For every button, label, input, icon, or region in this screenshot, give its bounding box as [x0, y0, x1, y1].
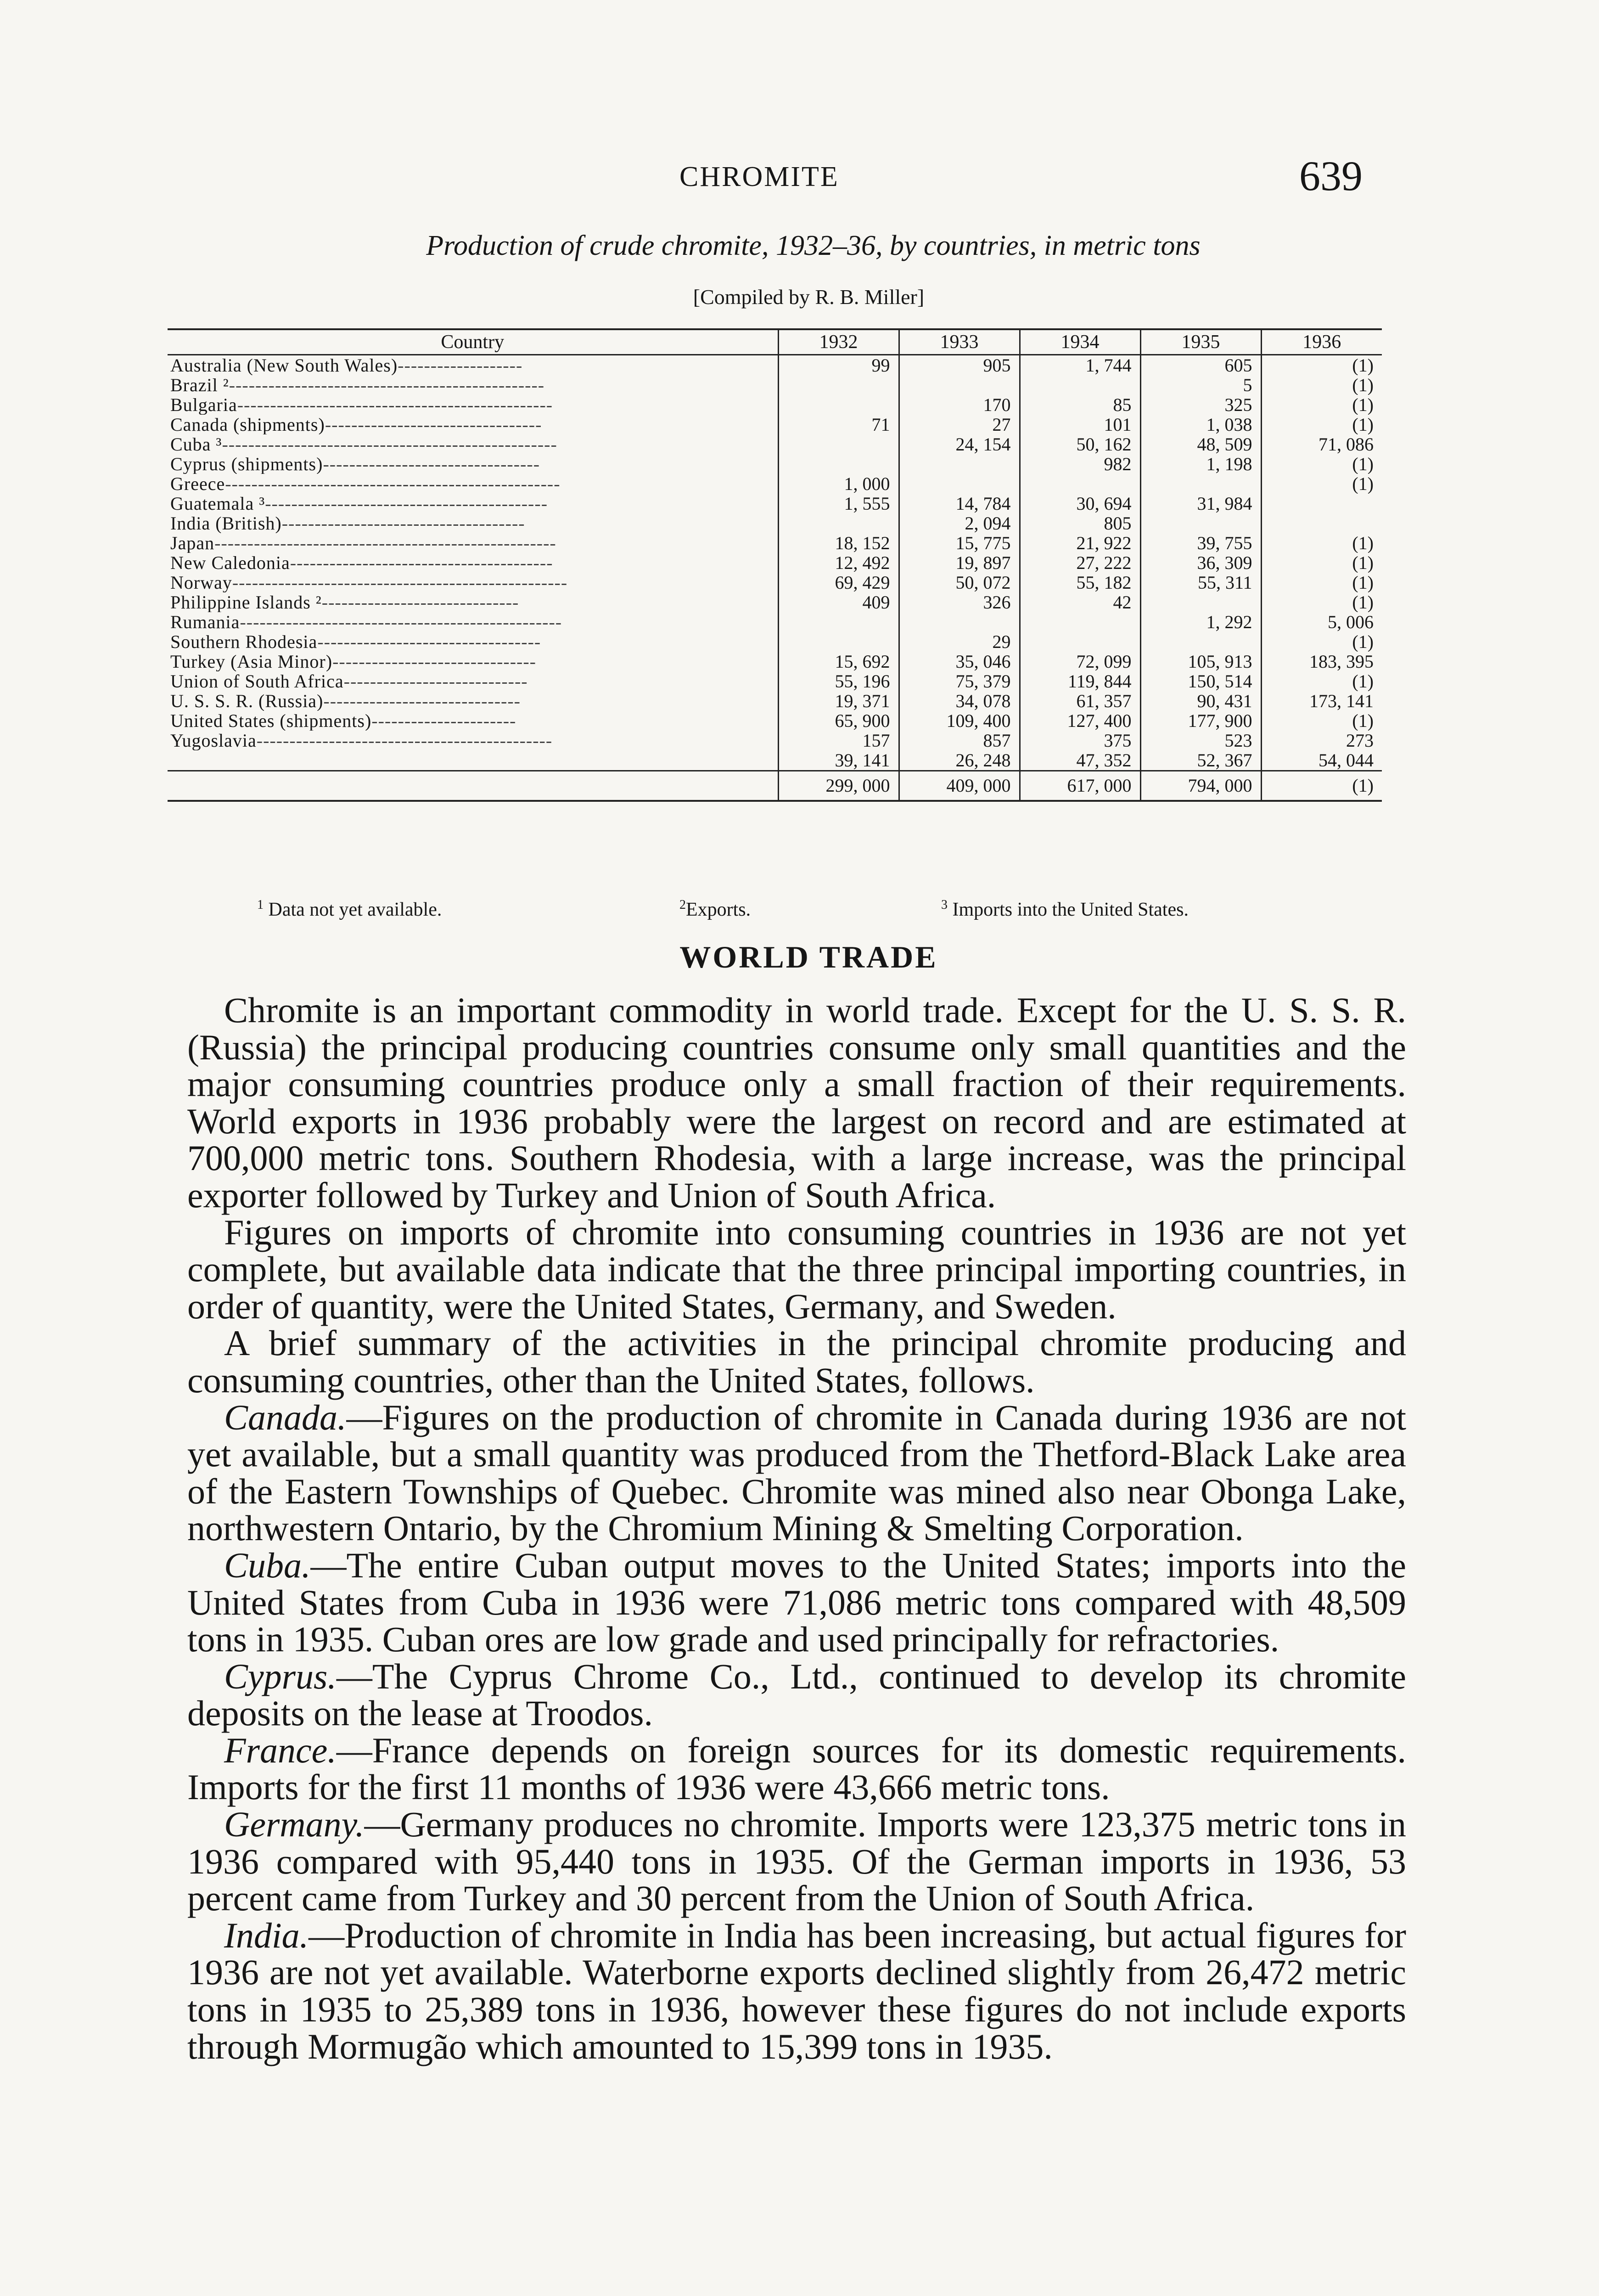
- value-cell: 39, 755: [1140, 533, 1261, 553]
- value-cell: 71: [778, 415, 899, 434]
- table-row: [168, 395, 1382, 415]
- value-cell: 127, 400: [1020, 711, 1140, 731]
- table-body: [168, 355, 1382, 801]
- table-row: [168, 711, 1382, 731]
- value-cell: 72, 099: [1020, 652, 1140, 671]
- country-name: Turkey (Asia Minor): [170, 652, 333, 671]
- value-cell: [1140, 632, 1261, 652]
- column-header-year: 1932: [778, 329, 899, 355]
- dot-leader: ---------------------------------------------------: [222, 434, 557, 454]
- value-cell: [1020, 632, 1140, 652]
- value-cell: 326: [899, 592, 1020, 612]
- country-name: Union of South Africa: [170, 671, 344, 691]
- country-name: Cyprus (shipments): [170, 454, 323, 474]
- value-cell: 31, 984: [1140, 494, 1261, 513]
- table-row: [168, 573, 1382, 592]
- production-table: [168, 328, 1382, 802]
- paragraph-text: —The entire Cuban output moves to the United States; imports into the United States from Cuba in 1936 were 71,086 metric tons compared with 48,509 tons in 1935. Cuban ores are low grade and used principally for refractories.: [187, 1545, 1406, 1660]
- value-cell: (1): [1261, 592, 1382, 612]
- total-value-cell: 794, 000: [1140, 771, 1261, 801]
- country-cell: [168, 474, 778, 494]
- value-cell: [1261, 494, 1382, 513]
- value-cell: 5: [1140, 375, 1261, 395]
- country-name: Greece: [170, 474, 225, 494]
- paragraph: [187, 1325, 1406, 1399]
- column-header-year: 1935: [1140, 329, 1261, 355]
- paragraph-lead: Germany.: [224, 1804, 365, 1845]
- value-cell: 55, 311: [1140, 573, 1261, 592]
- country-cell: [168, 750, 778, 771]
- value-cell: 183, 395: [1261, 652, 1382, 671]
- value-cell: 29: [899, 632, 1020, 652]
- paragraph-text: —France depends on foreign sources for its domestic requirements. Imports for the first 11 months of 1936 were 43,666 metric tons.: [187, 1730, 1406, 1807]
- country-name: Canada (shipments): [170, 415, 325, 434]
- value-cell: [778, 632, 899, 652]
- value-cell: 65, 900: [778, 711, 899, 731]
- value-cell: (1): [1261, 454, 1382, 474]
- paragraph-text: —Figures on the production of chromite in Canada during 1936 are not yet available, but a small quantity was produced from the Thetford-Black Lake area of the Eastern Townships of Quebec. Chromite was mined also near Obonga Lake, northwestern Ontario, by the Chromium Mining & Smelting Corporation.: [187, 1397, 1406, 1548]
- value-cell: 1, 000: [778, 474, 899, 494]
- country-name: Norway: [170, 573, 232, 592]
- paragraph-text: A brief summary of the activities in the principal chromite producing and consuming countries, other than the United States, follows.: [187, 1323, 1406, 1400]
- value-cell: [1261, 513, 1382, 533]
- paragraph: [187, 1658, 1406, 1732]
- dot-leader: -------------------------------------------: [265, 494, 548, 513]
- value-cell: [1140, 474, 1261, 494]
- country-cell: [168, 513, 778, 533]
- table-row: [168, 592, 1382, 612]
- dot-leader: ---------------------------------: [325, 415, 542, 434]
- paragraph-lead: Cyprus.: [224, 1656, 337, 1696]
- value-cell: 273: [1261, 731, 1382, 750]
- value-cell: (1): [1261, 355, 1382, 376]
- total-value-cell: (1): [1261, 771, 1382, 801]
- value-cell: 47, 352: [1020, 750, 1140, 771]
- footnote-1: $^1$ Data not yet available.: [257, 898, 442, 920]
- value-cell: 50, 162: [1020, 434, 1140, 454]
- footnote-2: $^2$Exports.: [679, 898, 751, 920]
- dot-leader: -------------------------------------------------: [240, 612, 562, 632]
- value-cell: 170: [899, 395, 1020, 415]
- value-cell: 605: [1140, 355, 1261, 376]
- column-header-year: 1933: [899, 329, 1020, 355]
- value-cell: 119, 844: [1020, 671, 1140, 691]
- value-cell: 21, 922: [1020, 533, 1140, 553]
- table-row: [168, 494, 1382, 513]
- value-cell: 42: [1020, 592, 1140, 612]
- value-cell: 61, 357: [1020, 691, 1140, 711]
- dot-leader: ----------------------------------------------------: [214, 533, 556, 553]
- value-cell: 90, 431: [1140, 691, 1261, 711]
- dot-leader: ---------------------------------: [323, 454, 540, 474]
- column-header-year: 1936: [1261, 329, 1382, 355]
- value-cell: 85: [1020, 395, 1140, 415]
- paragraph: [187, 992, 1406, 1214]
- value-cell: (1): [1261, 711, 1382, 731]
- country-cell: [168, 395, 778, 415]
- table-row: [168, 415, 1382, 434]
- value-cell: [1140, 513, 1261, 533]
- total-label-cell: [168, 771, 778, 801]
- value-cell: 24, 154: [899, 434, 1020, 454]
- value-cell: [899, 612, 1020, 632]
- paragraph: [187, 1732, 1406, 1806]
- dot-leader: ---------------------------------------------------: [225, 474, 561, 494]
- value-cell: [899, 474, 1020, 494]
- value-cell: 5, 006: [1261, 612, 1382, 632]
- value-cell: 1, 292: [1140, 612, 1261, 632]
- value-cell: 375: [1020, 731, 1140, 750]
- value-cell: 52, 367: [1140, 750, 1261, 771]
- value-cell: 15, 775: [899, 533, 1020, 553]
- value-cell: (1): [1261, 671, 1382, 691]
- table-row: [168, 652, 1382, 671]
- table-row: [168, 731, 1382, 750]
- paragraph-lead: Canada.: [224, 1397, 347, 1437]
- value-cell: 34, 078: [899, 691, 1020, 711]
- value-cell: 55, 196: [778, 671, 899, 691]
- value-cell: 805: [1020, 513, 1140, 533]
- value-cell: 325: [1140, 395, 1261, 415]
- dot-leader: ----------------------------------: [317, 632, 541, 652]
- value-cell: [778, 375, 899, 395]
- value-cell: 1, 744: [1020, 355, 1140, 376]
- section-heading: WORLD TRADE: [679, 940, 938, 974]
- country-cell: [168, 711, 778, 731]
- country-name: Japan: [170, 533, 215, 553]
- paragraph: [187, 1917, 1406, 2065]
- value-cell: 19, 897: [899, 553, 1020, 573]
- value-cell: 101: [1020, 415, 1140, 434]
- country-cell: [168, 691, 778, 711]
- table-row: [168, 632, 1382, 652]
- country-name: Cuba ³: [170, 434, 222, 454]
- dot-leader: ---------------------------------------------: [256, 731, 553, 750]
- value-cell: 105, 913: [1140, 652, 1261, 671]
- value-cell: 905: [899, 355, 1020, 376]
- value-cell: [899, 454, 1020, 474]
- table-header-row: [168, 329, 1382, 355]
- value-cell: [778, 434, 899, 454]
- country-cell: [168, 434, 778, 454]
- paragraph: [187, 1547, 1406, 1658]
- total-value-cell: 617, 000: [1020, 771, 1140, 801]
- value-cell: 12, 492: [778, 553, 899, 573]
- value-cell: 109, 400: [899, 711, 1020, 731]
- country-cell: [168, 731, 778, 750]
- value-cell: 523: [1140, 731, 1261, 750]
- page-number: 639: [1299, 152, 1363, 199]
- table-row: [168, 691, 1382, 711]
- country-cell: [168, 652, 778, 671]
- value-cell: 18, 152: [778, 533, 899, 553]
- dot-leader: -------------------: [398, 355, 523, 375]
- country-cell: [168, 454, 778, 474]
- value-cell: 35, 046: [899, 652, 1020, 671]
- value-cell: (1): [1261, 474, 1382, 494]
- value-cell: 39, 141: [778, 750, 899, 771]
- value-cell: 1, 555: [778, 494, 899, 513]
- country-name: Bulgaria: [170, 395, 237, 415]
- table-row: [168, 474, 1382, 494]
- value-cell: [778, 513, 899, 533]
- country-name: Rumania: [170, 612, 240, 632]
- table-title: Production of crude chromite, 1932–36, by countries, in metric tons: [426, 230, 1201, 261]
- table-total-row: [168, 771, 1382, 801]
- value-cell: 173, 141: [1261, 691, 1382, 711]
- value-cell: 982: [1020, 454, 1140, 474]
- value-cell: [778, 454, 899, 474]
- country-cell: [168, 494, 778, 513]
- country-name: India (British): [170, 513, 282, 533]
- country-name: New Caledonia: [170, 553, 290, 573]
- country-name: Philippine Islands ²: [170, 592, 322, 612]
- value-cell: (1): [1261, 632, 1382, 652]
- value-cell: 99: [778, 355, 899, 376]
- column-header-country: Country: [168, 329, 778, 355]
- value-cell: 69, 429: [778, 573, 899, 592]
- running-head-title: CHROMITE: [679, 161, 839, 192]
- value-cell: 36, 309: [1140, 553, 1261, 573]
- value-cell: [1020, 375, 1140, 395]
- value-cell: 75, 379: [899, 671, 1020, 691]
- value-cell: (1): [1261, 395, 1382, 415]
- paragraph-text: —The Cyprus Chrome Co., Ltd., continued to develop its chromite deposits on the lease at Troodos.: [187, 1656, 1406, 1733]
- country-name: Guatemala ³: [170, 494, 265, 513]
- country-cell: [168, 632, 778, 652]
- country-cell: [168, 573, 778, 592]
- country-cell: [168, 355, 778, 376]
- paragraph-lead: India.: [224, 1915, 309, 1955]
- paragraph-lead: France.: [224, 1730, 337, 1770]
- value-cell: 1, 038: [1140, 415, 1261, 434]
- dot-leader: ---------------------------------------------------: [232, 573, 568, 592]
- dot-leader: ------------------------------: [323, 691, 521, 711]
- dot-leader: ------------------------------: [321, 592, 519, 612]
- value-cell: 27: [899, 415, 1020, 434]
- value-cell: (1): [1261, 415, 1382, 434]
- value-cell: [778, 395, 899, 415]
- value-cell: 857: [899, 731, 1020, 750]
- country-cell: [168, 592, 778, 612]
- country-name: Yugoslavia: [170, 731, 257, 750]
- value-cell: 150, 514: [1140, 671, 1261, 691]
- table-row: [168, 671, 1382, 691]
- table-row: [168, 355, 1382, 376]
- table-row: [168, 533, 1382, 553]
- dot-leader: ------------------------------------------------: [237, 395, 553, 415]
- value-cell: 54, 044: [1261, 750, 1382, 771]
- column-header-year: 1934: [1020, 329, 1140, 355]
- paragraph: [187, 1399, 1406, 1547]
- value-cell: 177, 900: [1140, 711, 1261, 731]
- country-cell: [168, 415, 778, 434]
- value-cell: (1): [1261, 573, 1382, 592]
- value-cell: 50, 072: [899, 573, 1020, 592]
- value-cell: 19, 371: [778, 691, 899, 711]
- paragraph-text: Figures on imports of chromite into consuming countries in 1936 are not yet complete, but available data indicate that the three principal importing countries, in order of quantity, were the United States, Germany, and Sweden.: [187, 1212, 1406, 1326]
- value-cell: [1020, 474, 1140, 494]
- value-cell: 30, 694: [1020, 494, 1140, 513]
- country-cell: [168, 375, 778, 395]
- paragraph-text: —Germany produces no chromite. Imports were 123,375 metric tons in 1936 compared with 95,440 tons in 1935. Of the German imports in 1936, 53 percent came from Turkey and 30 percent from the Union of South Africa.: [187, 1804, 1406, 1919]
- dot-leader: ----------------------------------------: [290, 553, 553, 573]
- total-value-cell: 409, 000: [899, 771, 1020, 801]
- total-value-cell: 299, 000: [778, 771, 899, 801]
- value-cell: 157: [778, 731, 899, 750]
- table-row: [168, 454, 1382, 474]
- value-cell: 1, 198: [1140, 454, 1261, 474]
- footnote-3: $^3$ Imports into the United States.: [941, 898, 1189, 920]
- table-row: [168, 612, 1382, 632]
- value-cell: [1020, 612, 1140, 632]
- table-row: [168, 434, 1382, 454]
- value-cell: [899, 375, 1020, 395]
- value-cell: 55, 182: [1020, 573, 1140, 592]
- value-cell: 14, 784: [899, 494, 1020, 513]
- country-name: Brazil ²: [170, 375, 229, 395]
- value-cell: (1): [1261, 533, 1382, 553]
- paragraph: [187, 1214, 1406, 1325]
- value-cell: [1140, 592, 1261, 612]
- paragraph-text: Chromite is an important commodity in world trade. Except for the U. S. S. R. (Russia) the principal producing countries consume only small quantities and the major consuming countries produce only a small fraction of their requirements. World exports in 1936 probably were the largest on record and are estimated at 700,000 metric tons. Southern Rhodesia, with a large increase, was the principal exporter followed by Turkey and Union of South Africa.: [187, 990, 1406, 1215]
- dot-leader: -------------------------------------: [281, 513, 525, 533]
- table-row: [168, 375, 1382, 395]
- dot-leader: ------------------------------------------------: [229, 375, 545, 395]
- value-cell: 2, 094: [899, 513, 1020, 533]
- value-cell: 48, 509: [1140, 434, 1261, 454]
- country-cell: [168, 533, 778, 553]
- table-row: [168, 513, 1382, 533]
- value-cell: 15, 692: [778, 652, 899, 671]
- paragraph: [187, 1806, 1406, 1917]
- body-text: [187, 992, 1406, 2065]
- dot-leader: ----------------------------: [343, 671, 528, 691]
- dot-leader: -------------------------------: [332, 652, 536, 671]
- value-cell: (1): [1261, 553, 1382, 573]
- value-cell: 26, 248: [899, 750, 1020, 771]
- running-head: [0, 152, 1599, 207]
- value-cell: 71, 086: [1261, 434, 1382, 454]
- country-name: United States (shipments): [170, 711, 372, 731]
- value-cell: (1): [1261, 375, 1382, 395]
- country-name: U. S. S. R. (Russia): [170, 691, 324, 711]
- country-cell: [168, 553, 778, 573]
- table-compiler-note: [Compiled by R. B. Miller]: [693, 285, 925, 309]
- table-row: [168, 553, 1382, 573]
- country-cell: [168, 612, 778, 632]
- value-cell: 409: [778, 592, 899, 612]
- paragraph-text: —Production of chromite in India has been increasing, but actual figures for 1936 are not yet available. Waterborne exports declined slightly from 26,472 metric tons in 1935 to 25,389 tons in 1936, however these figures do not include exports through Mormugão which amounted to 15,399 tons in 1935.: [187, 1915, 1406, 2066]
- value-cell: [778, 612, 899, 632]
- dot-leader: ----------------------: [371, 711, 516, 731]
- country-name: Australia (New South Wales): [170, 355, 398, 375]
- value-cell: 27, 222: [1020, 553, 1140, 573]
- country-name: Southern Rhodesia: [170, 632, 318, 652]
- table-row: [168, 750, 1382, 771]
- paragraph-lead: Cuba.: [224, 1545, 311, 1585]
- country-cell: [168, 671, 778, 691]
